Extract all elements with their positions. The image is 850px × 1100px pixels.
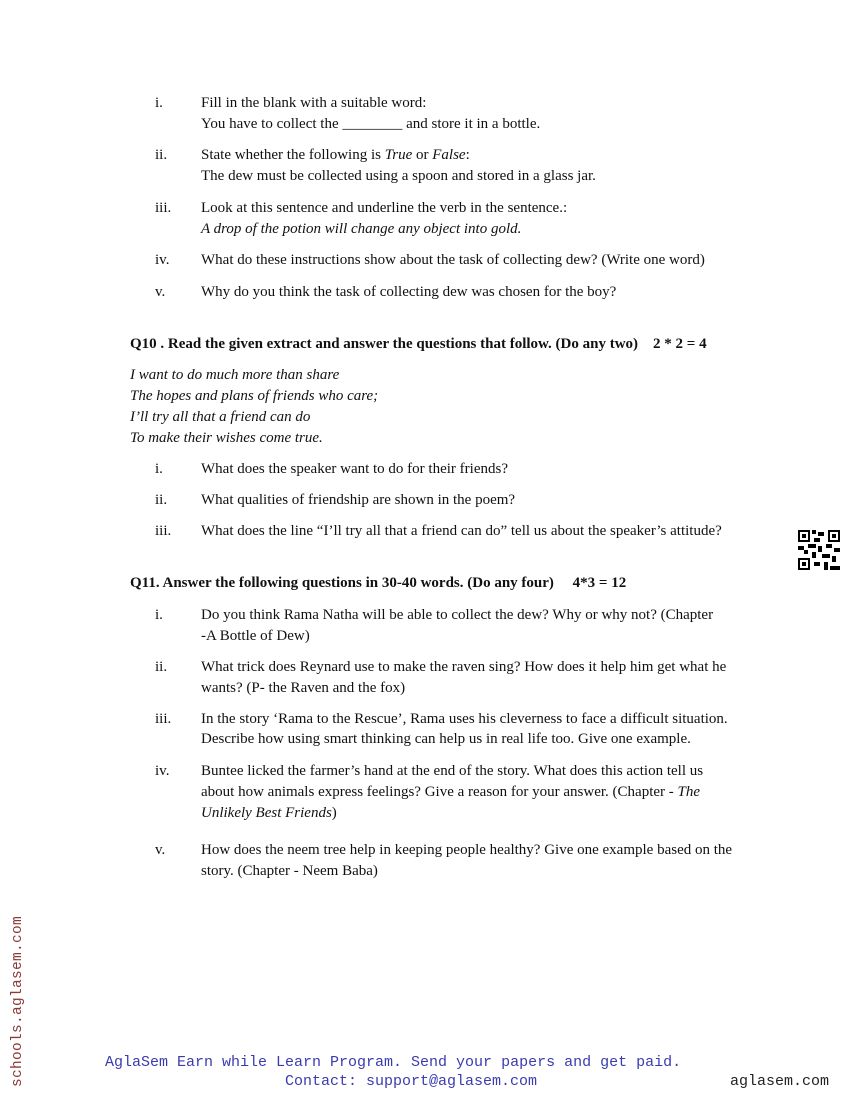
question-text: A drop of the potion will change any object into gold. xyxy=(201,221,522,237)
item-number: i. xyxy=(155,95,163,111)
footer-promo: AglaSem Earn while Learn Program. Send your papers and get paid. xyxy=(105,1054,682,1071)
poem-line: I want to do much more than share xyxy=(130,367,340,383)
text: State whether the following is xyxy=(201,147,385,163)
question-text: Buntee licked the farmer’s hand at the end of the story. What does this action tell us xyxy=(201,763,704,779)
text: : xyxy=(465,147,470,163)
true-word: True xyxy=(384,147,413,163)
item-number: i. xyxy=(155,461,163,477)
poem-line: I’ll try all that a friend can do xyxy=(130,409,311,425)
footer-contact[interactable]: Contact: support@aglasem.com xyxy=(285,1073,538,1090)
question-text: story. (Chapter - Neem Baba) xyxy=(201,863,378,879)
item-number: iv. xyxy=(155,252,170,268)
question-text xyxy=(201,146,470,164)
item-number: ii. xyxy=(155,147,168,163)
question-text: Look at this sentence and underline the verb in the sentence.: xyxy=(201,200,568,216)
question-text: Do you think Rama Natha will be able to collect the dew? Why or why not? (Chapter xyxy=(201,607,714,623)
question-text: What qualities of friendship are shown in the poem? xyxy=(201,492,516,508)
question-text: What does the line “I’ll try all that a friend can do” tell us about the speaker’s attitude? xyxy=(201,523,722,539)
question-text: What does the speaker want to do for their friends? xyxy=(201,461,508,477)
question-text: Why do you think the task of collecting dew was chosen for the boy? xyxy=(201,284,617,300)
question-text: How does the neem tree help in keeping people healthy? Give one example based on the xyxy=(201,842,733,858)
chapter-title: Unlikely Best Friends xyxy=(201,805,332,821)
question-text: What do these instructions show about the task of collecting dew? (Write one word) xyxy=(201,252,705,268)
question-text xyxy=(201,783,700,801)
poem-line: The hopes and plans of friends who care; xyxy=(130,388,379,404)
item-number: ii. xyxy=(155,659,168,675)
item-number: iv. xyxy=(155,763,170,779)
side-watermark: schools.aglasem.com xyxy=(10,915,26,1087)
question-text: What trick does Reynard use to make the raven sing? How does it help him get what he xyxy=(201,659,727,675)
question-text: You have to collect the ________ and store it in a bottle. xyxy=(201,116,541,132)
item-number: ii. xyxy=(155,492,168,508)
item-number: iii. xyxy=(155,523,172,539)
false-word: False xyxy=(432,147,466,163)
item-number: i. xyxy=(155,607,163,623)
question-text: wants? (P- the Raven and the fox) xyxy=(201,680,406,696)
question-text: Fill in the blank with a suitable word: xyxy=(201,95,427,111)
item-number: iii. xyxy=(155,200,172,216)
footer-site-link[interactable]: aglasem.com xyxy=(730,1073,830,1090)
q11-heading: Q11. Answer the following questions in 30-40 words. (Do any four) 4*3 = 12 xyxy=(130,575,627,591)
chapter-title: The xyxy=(677,784,701,800)
item-number: v. xyxy=(155,842,166,858)
question-text: Describe how using smart thinking can help us in real life too. Give one example. xyxy=(201,731,691,747)
poem-line: To make their wishes come true. xyxy=(130,430,323,446)
text: ) xyxy=(331,805,337,821)
question-text xyxy=(201,804,337,822)
item-number: iii. xyxy=(155,711,172,727)
question-text: In the story ‘Rama to the Rescue’, Rama uses his cleverness to face a difficult situation. xyxy=(201,711,728,727)
text: or xyxy=(412,147,433,163)
text: about how animals express feelings? Give a reason for your answer. (Chapter - xyxy=(201,784,678,800)
item-number: v. xyxy=(155,284,166,300)
q10-heading: Q10 . Read the given extract and answer the questions that follow. (Do any two) 2 * 2 = 4 xyxy=(130,336,707,352)
qr-code-icon xyxy=(798,530,840,570)
question-text: -A Bottle of Dew) xyxy=(201,628,310,644)
question-text: The dew must be collected using a spoon and stored in a glass jar. xyxy=(201,168,596,184)
